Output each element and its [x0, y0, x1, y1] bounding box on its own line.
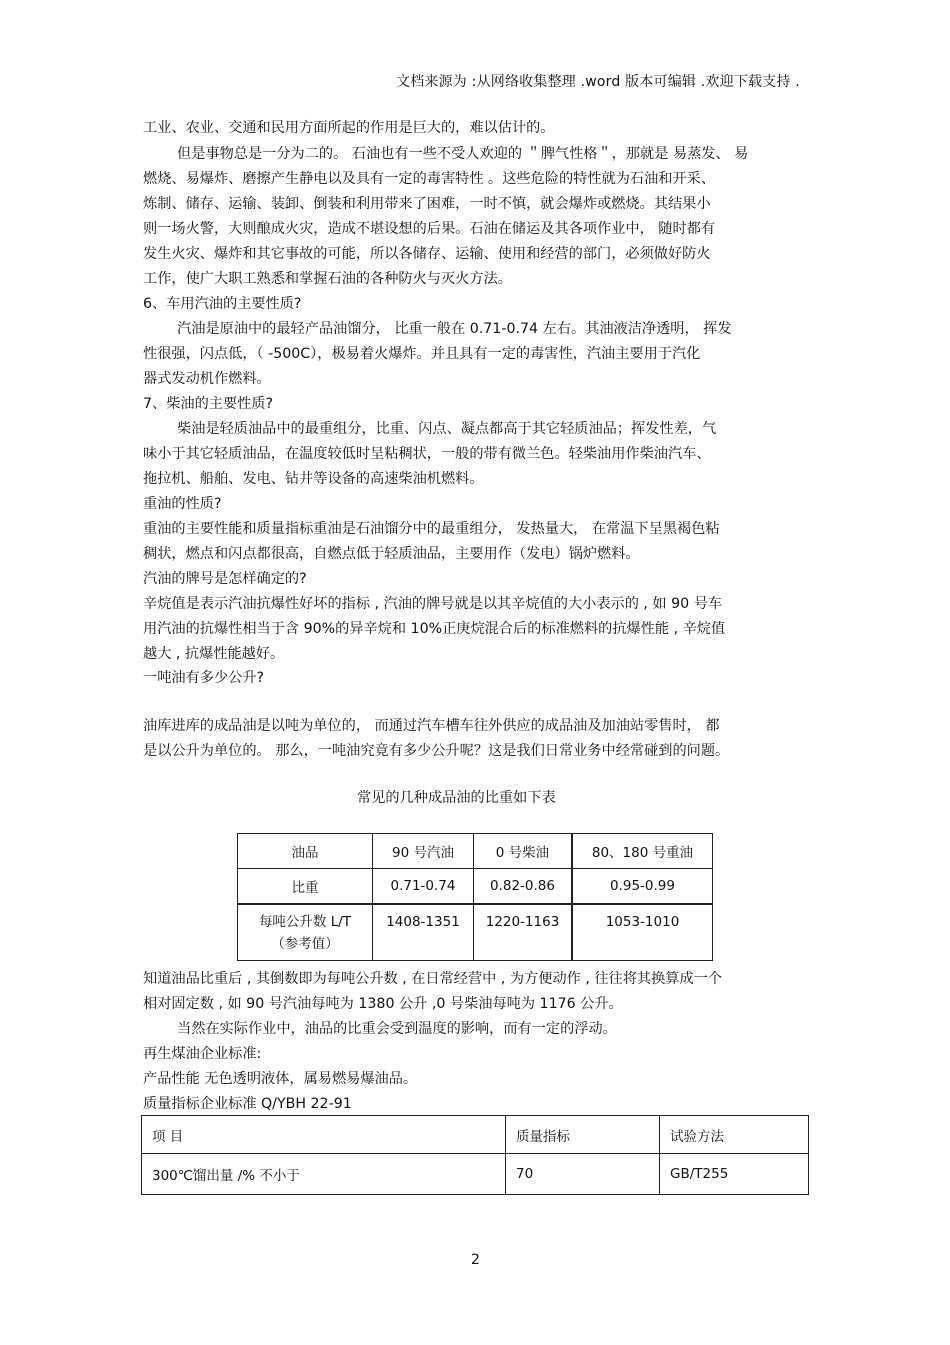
section-heading: 汽油的牌号是怎样确定的?: [143, 571, 307, 587]
table-header-cell: 试验方法: [660, 1116, 809, 1154]
table-caption: 常见的几种成品油的比重如下表: [357, 790, 556, 806]
section-heading: 一吨油有多少公升?: [143, 670, 265, 686]
paragraph-line: 产品性能 无色透明液体，属易燃易爆油品。: [143, 1071, 418, 1087]
paragraph-line: 器式发动机作燃料。: [143, 371, 271, 387]
paragraph-line: 则一场火警，大则酿成火灾，造成不堪设想的后果。石油在储运及其各项作业中， 随时都有: [143, 221, 716, 237]
paragraph-line: 柴油是轻质油品中的最重组分，比重、闪点、凝点都高于其它轻质油品；挥发性差，气: [177, 421, 717, 437]
table-row: [238, 834, 713, 869]
table-header-cell: 80、180 号重油: [572, 834, 713, 869]
paragraph-line: 稠状，燃点和闪点都很高，自燃点低于轻质油品，主要用作（发电）锅炉燃料。: [143, 546, 640, 562]
paragraph-line: 发生火灾、爆炸和其它事故的可能，所以各储存、运输、使用和经营的部门，必须做好防火: [143, 246, 711, 262]
table-cell: [238, 904, 373, 961]
paragraph-line: 相对固定数 , 如 90 号汽油每吨为 1380 公升 ,0 号柴油每吨为 1176 公升。: [143, 996, 623, 1012]
quality-standard-table: [141, 1115, 809, 1195]
table-header-cell: 90 号汽油: [373, 834, 474, 869]
page-number: 2: [471, 1252, 480, 1268]
paragraph-line: 拖拉机、船舶、发电、钻井等设备的高速柴油机燃料。: [143, 471, 484, 487]
paragraph-line: 再生煤油企业标准:: [143, 1046, 262, 1062]
paragraph-line: 汽油是原油中的最轻产品油馏分， 比重一般在 0.71-0.74 左右。其油液洁净透明， 挥发: [177, 321, 732, 337]
paragraph-line: 质量指标企业标准 Q/YBH 22-91: [143, 1096, 352, 1112]
paragraph-line: 工作，使广大职工熟悉和掌握石油的各种防火与灭火方法。: [143, 271, 512, 287]
table-cell: 比重: [238, 869, 373, 904]
paragraph-line: 是以公升为单位的。 那么，一吨油究竟有多少公升呢？这是我们日常业务中经常碰到的问题。: [143, 743, 730, 759]
table-cell: 0.82-0.86: [474, 869, 573, 904]
table-cell: 0.95-0.99: [572, 869, 713, 904]
table-cell: 300℃馏出量 /% 不小于: [142, 1154, 506, 1195]
table-cell: GB/T255: [660, 1154, 809, 1195]
paragraph-line: 重油的主要性能和质量指标重油是石油馏分中的最重组分， 发热量大， 在常温下呈黑褐色粘: [143, 521, 720, 537]
row-label-line: （参考值）: [271, 935, 339, 952]
page-header: 文档来源为 :从网络收集整理 .word 版本可编辑 .欢迎下载支持 .: [396, 74, 800, 90]
paragraph-line: 燃烧、易爆炸、磨擦产生静电以及具有一定的毒害特性 。这些危险的特性就为石油和开采、: [143, 171, 716, 187]
table-cell: 1408-1351: [373, 904, 474, 961]
paragraph-line: 用汽油的抗爆性相当于含 90%的异辛烷和 10%正庚烷混合后的标准燃料的抗爆性能 , 辛烷值: [143, 621, 726, 637]
paragraph-line: 辛烷值是表示汽油抗爆性好坏的指标 , 汽油的牌号就是以其辛烷值的大小表示的 , 如 90 号车: [143, 596, 723, 612]
table-header-cell: 项 目: [142, 1116, 506, 1154]
table-cell: 0.71-0.74: [373, 869, 474, 904]
paragraph-line: 当然在实际作业中，油品的比重会受到温度的影响，而有一定的浮动。: [177, 1021, 617, 1037]
paragraph-line: 知道油品比重后 , 其倒数即为每吨公升数 , 在日常经营中 , 为方便动作 , 往往将其换算成一个: [143, 971, 723, 987]
oil-density-table: [237, 833, 713, 961]
table-header-cell: 质量指标: [506, 1116, 660, 1154]
table-cell: 1053-1010: [572, 904, 713, 961]
paragraph-line: 工业、农业、交通和民用方面所起的作用是巨大的，难以估计的。: [143, 120, 555, 136]
section-heading: 7、柴油的主要性质?: [143, 396, 274, 412]
section-heading: 重油的性质?: [143, 496, 222, 512]
paragraph-line: 味小于其它轻质油品，在温度较低时呈粘稠状，一般的带有微兰色。轻柴油用作柴油汽车、: [143, 446, 711, 462]
table-row: [238, 904, 713, 961]
paragraph-line: 性很强，闪点低，（ -500C），极易着火爆炸。并且具有一定的毒害性，汽油主要用于汽化: [143, 346, 701, 362]
table-header-cell: 油品: [238, 834, 373, 869]
table-cell: 70: [506, 1154, 660, 1195]
table-row: [142, 1154, 809, 1195]
paragraph-line: 但是事物总是一分为二的。 石油也有一些不受人欢迎的 ＂脾气性格＂，那就是 易蒸发、 易: [177, 146, 749, 162]
table-header-cell: 0 号柴油: [474, 834, 573, 869]
paragraph-line: 炼制、储存、运输、装卸、倒装和利用带来了困难，一时不慎，就会爆炸或燃烧。其结果小: [143, 196, 711, 212]
table-cell: 1220-1163: [474, 904, 573, 961]
table-row: [142, 1116, 809, 1154]
row-label-line: 每吨公升数 L/T: [258, 913, 352, 930]
paragraph-line: 越大 , 抗爆性能越好。: [143, 646, 285, 662]
section-heading: 6、车用汽油的主要性质?: [143, 296, 302, 312]
paragraph-line: 油库进库的成品油是以吨为单位的， 而通过汽车槽车往外供应的成品油及加油站零售时， 都: [143, 718, 720, 734]
table-row: [238, 869, 713, 904]
